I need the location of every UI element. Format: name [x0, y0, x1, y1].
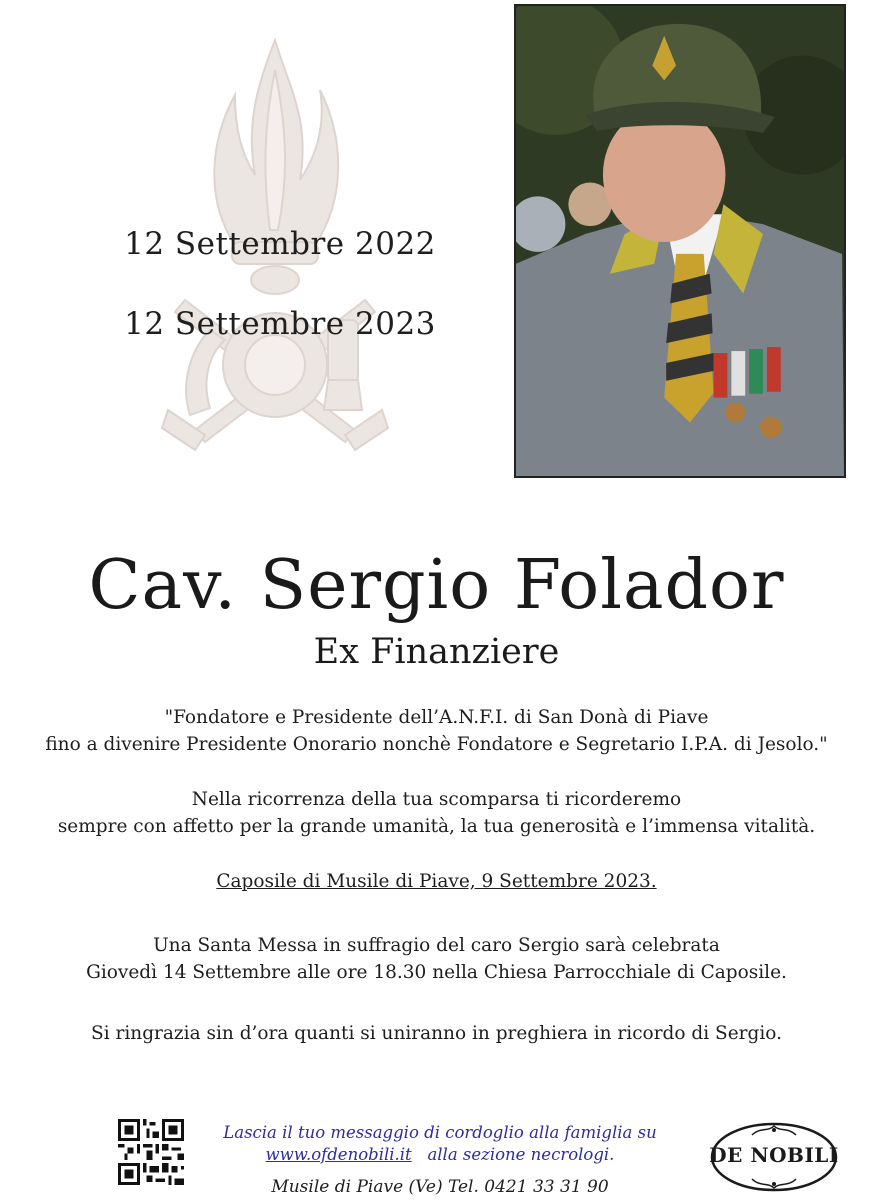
- de-nobili-logo: [708, 1120, 840, 1194]
- footer-contact: Musile di Piave (Ve) Tel. 0421 33 31 90: [271, 1177, 609, 1197]
- qr-code[interactable]: [118, 1119, 184, 1185]
- mass-paragraph: [0, 932, 873, 986]
- date-start: 12 Settembre 2022: [124, 226, 436, 262]
- remembrance-paragraph: [0, 786, 873, 840]
- remembrance-line-2: sempre con affetto per la grande umanità, la tua generosità e l’immensa vitalità.: [57, 816, 816, 837]
- footer-link-suffix: alla sezione necrologi.: [427, 1145, 615, 1164]
- thanks-line: Si ringrazia sin d’ora quanti si uniranno in preghiera in ricordo di Sergio.: [91, 1023, 782, 1044]
- mass-line-2: Giovedì 14 Settembre alle ore 18.30 nella Chiesa Parrocchiale di Caposile.: [86, 962, 787, 983]
- website-link[interactable]: www.ofdenobili.it: [265, 1145, 412, 1164]
- date-anniversary: 12 Settembre 2023: [124, 306, 436, 342]
- place-date: Caposile di Musile di Piave, 9 Settembre 2023.: [216, 871, 657, 892]
- footer-message: Lascia il tuo messaggio di cordoglio alla famiglia su: [223, 1123, 657, 1142]
- footer-link-line: [205, 1144, 675, 1166]
- deceased-rank: Ex Finanziere: [313, 632, 560, 672]
- quote-line-1: "Fondatore e Presidente dell’A.N.F.I. di San Donà di Piave: [164, 707, 709, 728]
- portrait-photo: [514, 4, 846, 478]
- quote-line-2: fino a divenire Presidente Onorario nonchè Fondatore e Segretario I.P.A. di Jesolo.": [45, 734, 828, 755]
- place-date-paragraph: [0, 868, 873, 895]
- thanks-paragraph: [0, 1020, 873, 1047]
- logo-text: DE NOBILI: [709, 1143, 839, 1167]
- mass-line-1: Una Santa Messa in suffragio del caro Sergio sarà celebrata: [153, 935, 720, 956]
- quote-paragraph: [0, 704, 873, 758]
- deceased-name: Cav. Sergio Folador: [88, 546, 785, 625]
- remembrance-line-1: Nella ricorrenza della tua scomparsa ti ricorderemo: [191, 789, 682, 810]
